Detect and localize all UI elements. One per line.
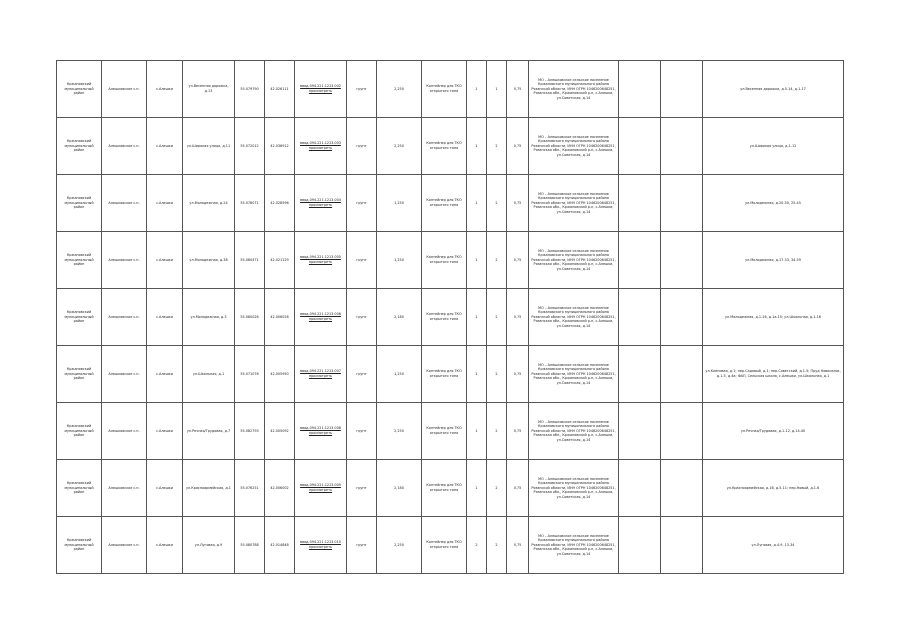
container-type-cell: Контейнер для ТКО открытого типа <box>422 289 467 346</box>
cadastral-link[interactable]: ввод.094.221.1213.002 просмотреть <box>295 61 347 118</box>
area-cell: 2,180 <box>377 289 422 346</box>
area-cell: 2,180 <box>377 460 422 517</box>
settlement-cell: Алешковское с.п. <box>102 517 147 574</box>
cadastral-link[interactable]: ввод.094.221.1213.010 просмотреть <box>295 517 347 574</box>
cadastral-link[interactable]: ввод.094.221.1213.008 просмотреть <box>295 403 347 460</box>
longitude-cell: 42.028596 <box>265 175 295 232</box>
surface-cell: грунт <box>347 460 377 517</box>
surface-cell: грунт <box>347 232 377 289</box>
cadastral-link[interactable]: ввод.094.221.1213.005 просмотреть <box>295 232 347 289</box>
settlement-cell: Алешковское с.п. <box>102 346 147 403</box>
empty-cell <box>619 232 661 289</box>
cadastral-link[interactable]: ввод.094.221.1213.003 просмотреть <box>295 118 347 175</box>
empty-cell <box>619 346 661 403</box>
table-row <box>57 517 844 574</box>
waste-sources-cell: ул.Красноармейская, д.1б, д.5-11; пер.Новый, д.1-6 <box>703 460 844 517</box>
locality-cell: с.Алешки <box>147 175 183 232</box>
latitude-cell: 55.080026 <box>235 289 265 346</box>
empty-cell <box>619 460 661 517</box>
street-cell: ул.Молодежная, д.24 <box>183 175 235 232</box>
count-cell: 1 <box>467 61 487 118</box>
owner-cell: МО – Алешковское сельское поселение Кржановского муниципального района Рязанской области, ИНН ОГРН 1046200648251, Рязанская обл., Кржановский р-н, с.Алешки, ул.Советская, д.14 <box>529 118 619 175</box>
owner-cell: МО – Алешковское сельское поселение Кржановского муниципального района Рязанской области, ИНН ОГРН 1046200648251, Рязанская обл., Кржановский р-н, с.Алешки, ул.Советская, д.14 <box>529 517 619 574</box>
settlement-cell: Алешковское с.п. <box>102 403 147 460</box>
latitude-cell: 55.071076 <box>235 346 265 403</box>
street-cell: ул.Школьная, д.1 <box>183 346 235 403</box>
volume-cell: 0,75 <box>507 346 529 403</box>
volume-cell: 0,75 <box>507 232 529 289</box>
planned-count-cell: 2 <box>487 175 507 232</box>
owner-cell: МО – Алешковское сельское поселение Кржановского муниципального района Рязанской области, ИНН ОГРН 1046200648251, Рязанская обл., Кржановский р-н, с.Алешки, ул.Советская, д.14 <box>529 346 619 403</box>
cadastral-link[interactable]: ввод.094.221.1213.007 просмотреть <box>295 346 347 403</box>
district-cell: Кржановский муниципальный район <box>57 346 102 403</box>
latitude-cell: 55.080788 <box>235 517 265 574</box>
empty-cell <box>619 403 661 460</box>
owner-cell: МО – Алешковское сельское поселение Кржановского муниципального района Рязанской области, ИНН ОГРН 1046200648251, Рязанская обл., Кржановский р-н, с.Алешки, ул.Советская, д.14 <box>529 403 619 460</box>
count-cell: 1 <box>467 460 487 517</box>
planned-count-cell: 1 <box>487 61 507 118</box>
settlement-cell: Алешковское с.п. <box>102 61 147 118</box>
table-row <box>57 61 844 118</box>
cadastral-link[interactable]: ввод.094.221.1213.009 просмотреть <box>295 460 347 517</box>
district-cell: Кржановский муниципальный район <box>57 175 102 232</box>
container-type-cell: Контейнер для ТКО открытого типа <box>422 517 467 574</box>
waste-sources-cell: ул.Кленовая, д.1; пер.Садовый, д.1; пер.Советский, д.1-5; Пруд Новоселок, д.1-5, д.4а; ФАП, Сельская школа, с.Алешки, ул.Школьная, д.1 <box>703 346 844 403</box>
locality-cell: с.Алешки <box>147 118 183 175</box>
volume-cell: 0,75 <box>507 517 529 574</box>
count-cell: 2 <box>467 517 487 574</box>
district-cell: Кржановский муниципальный район <box>57 517 102 574</box>
planned-count-cell: 2 <box>487 346 507 403</box>
volume-cell: 0,75 <box>507 118 529 175</box>
surface-cell: грунт <box>347 517 377 574</box>
latitude-cell: 55.082793 <box>235 403 265 460</box>
area-cell: 1,250 <box>377 232 422 289</box>
longitude-cell: 42.021129 <box>265 232 295 289</box>
street-cell: ул.Луговая, д.9 <box>183 517 235 574</box>
waste-sources-cell: ул.Луговая, д.4-9, 13-34 <box>703 517 844 574</box>
longitude-cell: 42.005950 <box>265 346 295 403</box>
empty-cell <box>661 232 703 289</box>
empty-cell <box>661 403 703 460</box>
district-cell: Кржановский муниципальный район <box>57 460 102 517</box>
container-type-cell: Контейнер для ТКО открытого типа <box>422 232 467 289</box>
locality-cell: с.Алешки <box>147 403 183 460</box>
longitude-cell: 42.005092 <box>265 403 295 460</box>
area-cell: 2,250 <box>377 61 422 118</box>
container-type-cell: Контейнер для ТКО открытого типа <box>422 175 467 232</box>
street-cell: ул.Весенняя дорожка, д.13 <box>183 61 235 118</box>
cadastral-link[interactable]: ввод.094.221.1213.004 просмотреть <box>295 175 347 232</box>
planned-count-cell: 2 <box>487 232 507 289</box>
district-cell: Кржановский муниципальный район <box>57 289 102 346</box>
volume-cell: 0,75 <box>507 61 529 118</box>
street-cell: ул.Речная/Трудовая, д.7 <box>183 403 235 460</box>
empty-cell <box>619 118 661 175</box>
volume-cell: 0,75 <box>507 175 529 232</box>
locality-cell: с.Алешки <box>147 346 183 403</box>
table-row <box>57 232 844 289</box>
owner-cell: МО – Алешковское сельское поселение Кржановского муниципального района Рязанской области, ИНН ОГРН 1046200648251, Рязанская обл., Кржановский р-н, с.Алешки, ул.Советская, д.14 <box>529 289 619 346</box>
latitude-cell: 55.078071 <box>235 175 265 232</box>
empty-cell <box>661 118 703 175</box>
waste-sources-cell: ул.Речная/Трудовая, д.1-12, д.14-40 <box>703 403 844 460</box>
locality-cell: с.Алешки <box>147 517 183 574</box>
area-cell: 1,250 <box>377 175 422 232</box>
container-type-cell: Контейнер для ТКО открытого типа <box>422 118 467 175</box>
empty-cell <box>619 517 661 574</box>
surface-cell: грунт <box>347 61 377 118</box>
table-row <box>57 403 844 460</box>
container-type-cell: Контейнер для ТКО открытого типа <box>422 403 467 460</box>
settlement-cell: Алешковское с.п. <box>102 232 147 289</box>
count-cell: 1 <box>467 289 487 346</box>
count-cell: 1 <box>467 232 487 289</box>
area-cell: 2,250 <box>377 517 422 574</box>
waste-sources-cell: ул.Молодежная, д.20-30, 25-45 <box>703 175 844 232</box>
settlement-cell: Алешковское с.п. <box>102 289 147 346</box>
surface-cell: грунт <box>347 175 377 232</box>
locality-cell: с.Алешки <box>147 232 183 289</box>
settlement-cell: Алешковское с.п. <box>102 118 147 175</box>
count-cell: 1 <box>467 118 487 175</box>
volume-cell: 0,75 <box>507 403 529 460</box>
container-type-cell: Контейнер для ТКО открытого типа <box>422 460 467 517</box>
table-row <box>57 346 844 403</box>
waste-sources-cell: ул.Весенняя дорожка, д.5-14, д.1-17 <box>703 61 844 118</box>
empty-cell <box>661 346 703 403</box>
empty-cell <box>661 175 703 232</box>
district-cell: Кржановский муниципальный район <box>57 61 102 118</box>
longitude-cell: 42.036912 <box>265 118 295 175</box>
count-cell: 1 <box>467 403 487 460</box>
latitude-cell: 55.076251 <box>235 460 265 517</box>
street-cell: ул.Молодежная, д.38 <box>183 232 235 289</box>
volume-cell: 0,75 <box>507 460 529 517</box>
locality-cell: с.Алешки <box>147 289 183 346</box>
count-cell: 1 <box>467 346 487 403</box>
count-cell: 1 <box>467 175 487 232</box>
district-cell: Кржановский муниципальный район <box>57 232 102 289</box>
table-row <box>57 460 844 517</box>
waste-sources-cell: ул.Молодежная, д.17-33, 34-59 <box>703 232 844 289</box>
locality-cell: с.Алешки <box>147 460 183 517</box>
container-type-cell: Контейнер для ТКО открытого типа <box>422 346 467 403</box>
empty-cell <box>661 61 703 118</box>
street-cell: ул.Молодежная, д.3 <box>183 289 235 346</box>
planned-count-cell: 2 <box>487 403 507 460</box>
empty-cell <box>619 61 661 118</box>
empty-cell <box>661 289 703 346</box>
surface-cell: грунт <box>347 346 377 403</box>
district-cell: Кржановский муниципальный район <box>57 118 102 175</box>
owner-cell: МО – Алешковское сельское поселение Кржановского муниципального района Рязанской области, ИНН ОГРН 1046200648251, Рязанская обл., Кржановский р-н, с.Алешки, ул.Советская, д.14 <box>529 460 619 517</box>
area-cell: 2,250 <box>377 403 422 460</box>
empty-cell <box>661 460 703 517</box>
document-sheet <box>56 60 843 574</box>
surface-cell: грунт <box>347 118 377 175</box>
table-row <box>57 118 844 175</box>
table-row <box>57 175 844 232</box>
table-row <box>57 289 844 346</box>
district-cell: Кржановский муниципальный район <box>57 403 102 460</box>
area-cell: 1,250 <box>377 346 422 403</box>
longitude-cell: 42.006002 <box>265 460 295 517</box>
waste-sources-cell: ул.Молодежная, д.1-16, д.1а-15; ул.Школьная, д.1-16 <box>703 289 844 346</box>
planned-count-cell: 2 <box>487 460 507 517</box>
planned-count-cell: 2 <box>487 118 507 175</box>
container-type-cell: Контейнер для ТКО открытого типа <box>422 61 467 118</box>
area-cell: 2,250 <box>377 118 422 175</box>
longitude-cell: 42.014848 <box>265 517 295 574</box>
settlement-cell: Алешковское с.п. <box>102 175 147 232</box>
empty-cell <box>619 289 661 346</box>
owner-cell: МО – Алешковское сельское поселение Кржановского муниципального района Рязанской области, ИНН ОГРН 1046200648251, Рязанская обл., Кржановский р-н, с.Алешки, ул.Советская, д.14 <box>529 61 619 118</box>
longitude-cell: 42.006028 <box>265 289 295 346</box>
locality-cell: с.Алешки <box>147 61 183 118</box>
latitude-cell: 55.080471 <box>235 232 265 289</box>
longitude-cell: 42.026111 <box>265 61 295 118</box>
cadastral-link[interactable]: ввод.094.221.1213.006 просмотреть <box>295 289 347 346</box>
settlement-cell: Алешковское с.п. <box>102 460 147 517</box>
planned-count-cell: 2 <box>487 517 507 574</box>
waste-sources-cell: ул.Широкая улица, д.1-12 <box>703 118 844 175</box>
street-cell: ул.Красноармейская, д.1 <box>183 460 235 517</box>
empty-cell <box>619 175 661 232</box>
empty-cell <box>661 517 703 574</box>
owner-cell: МО – Алешковское сельское поселение Кржановского муниципального района Рязанской области, ИНН ОГРН 1046200648251, Рязанская обл., Кржановский р-н, с.Алешки, ул.Советская, д.14 <box>529 175 619 232</box>
surface-cell: грунт <box>347 289 377 346</box>
owner-cell: МО – Алешковское сельское поселение Кржановского муниципального района Рязанской области, ИНН ОГРН 1046200648251, Рязанская обл., Кржановский р-н, с.Алешки, ул.Советская, д.14 <box>529 232 619 289</box>
planned-count-cell: 2 <box>487 289 507 346</box>
latitude-cell: 55.072012 <box>235 118 265 175</box>
volume-cell: 0,75 <box>507 289 529 346</box>
latitude-cell: 55.079790 <box>235 61 265 118</box>
registry-table <box>56 60 844 574</box>
table-body <box>57 61 844 574</box>
street-cell: ул.Широкая улица, д.11 <box>183 118 235 175</box>
surface-cell: грунт <box>347 403 377 460</box>
